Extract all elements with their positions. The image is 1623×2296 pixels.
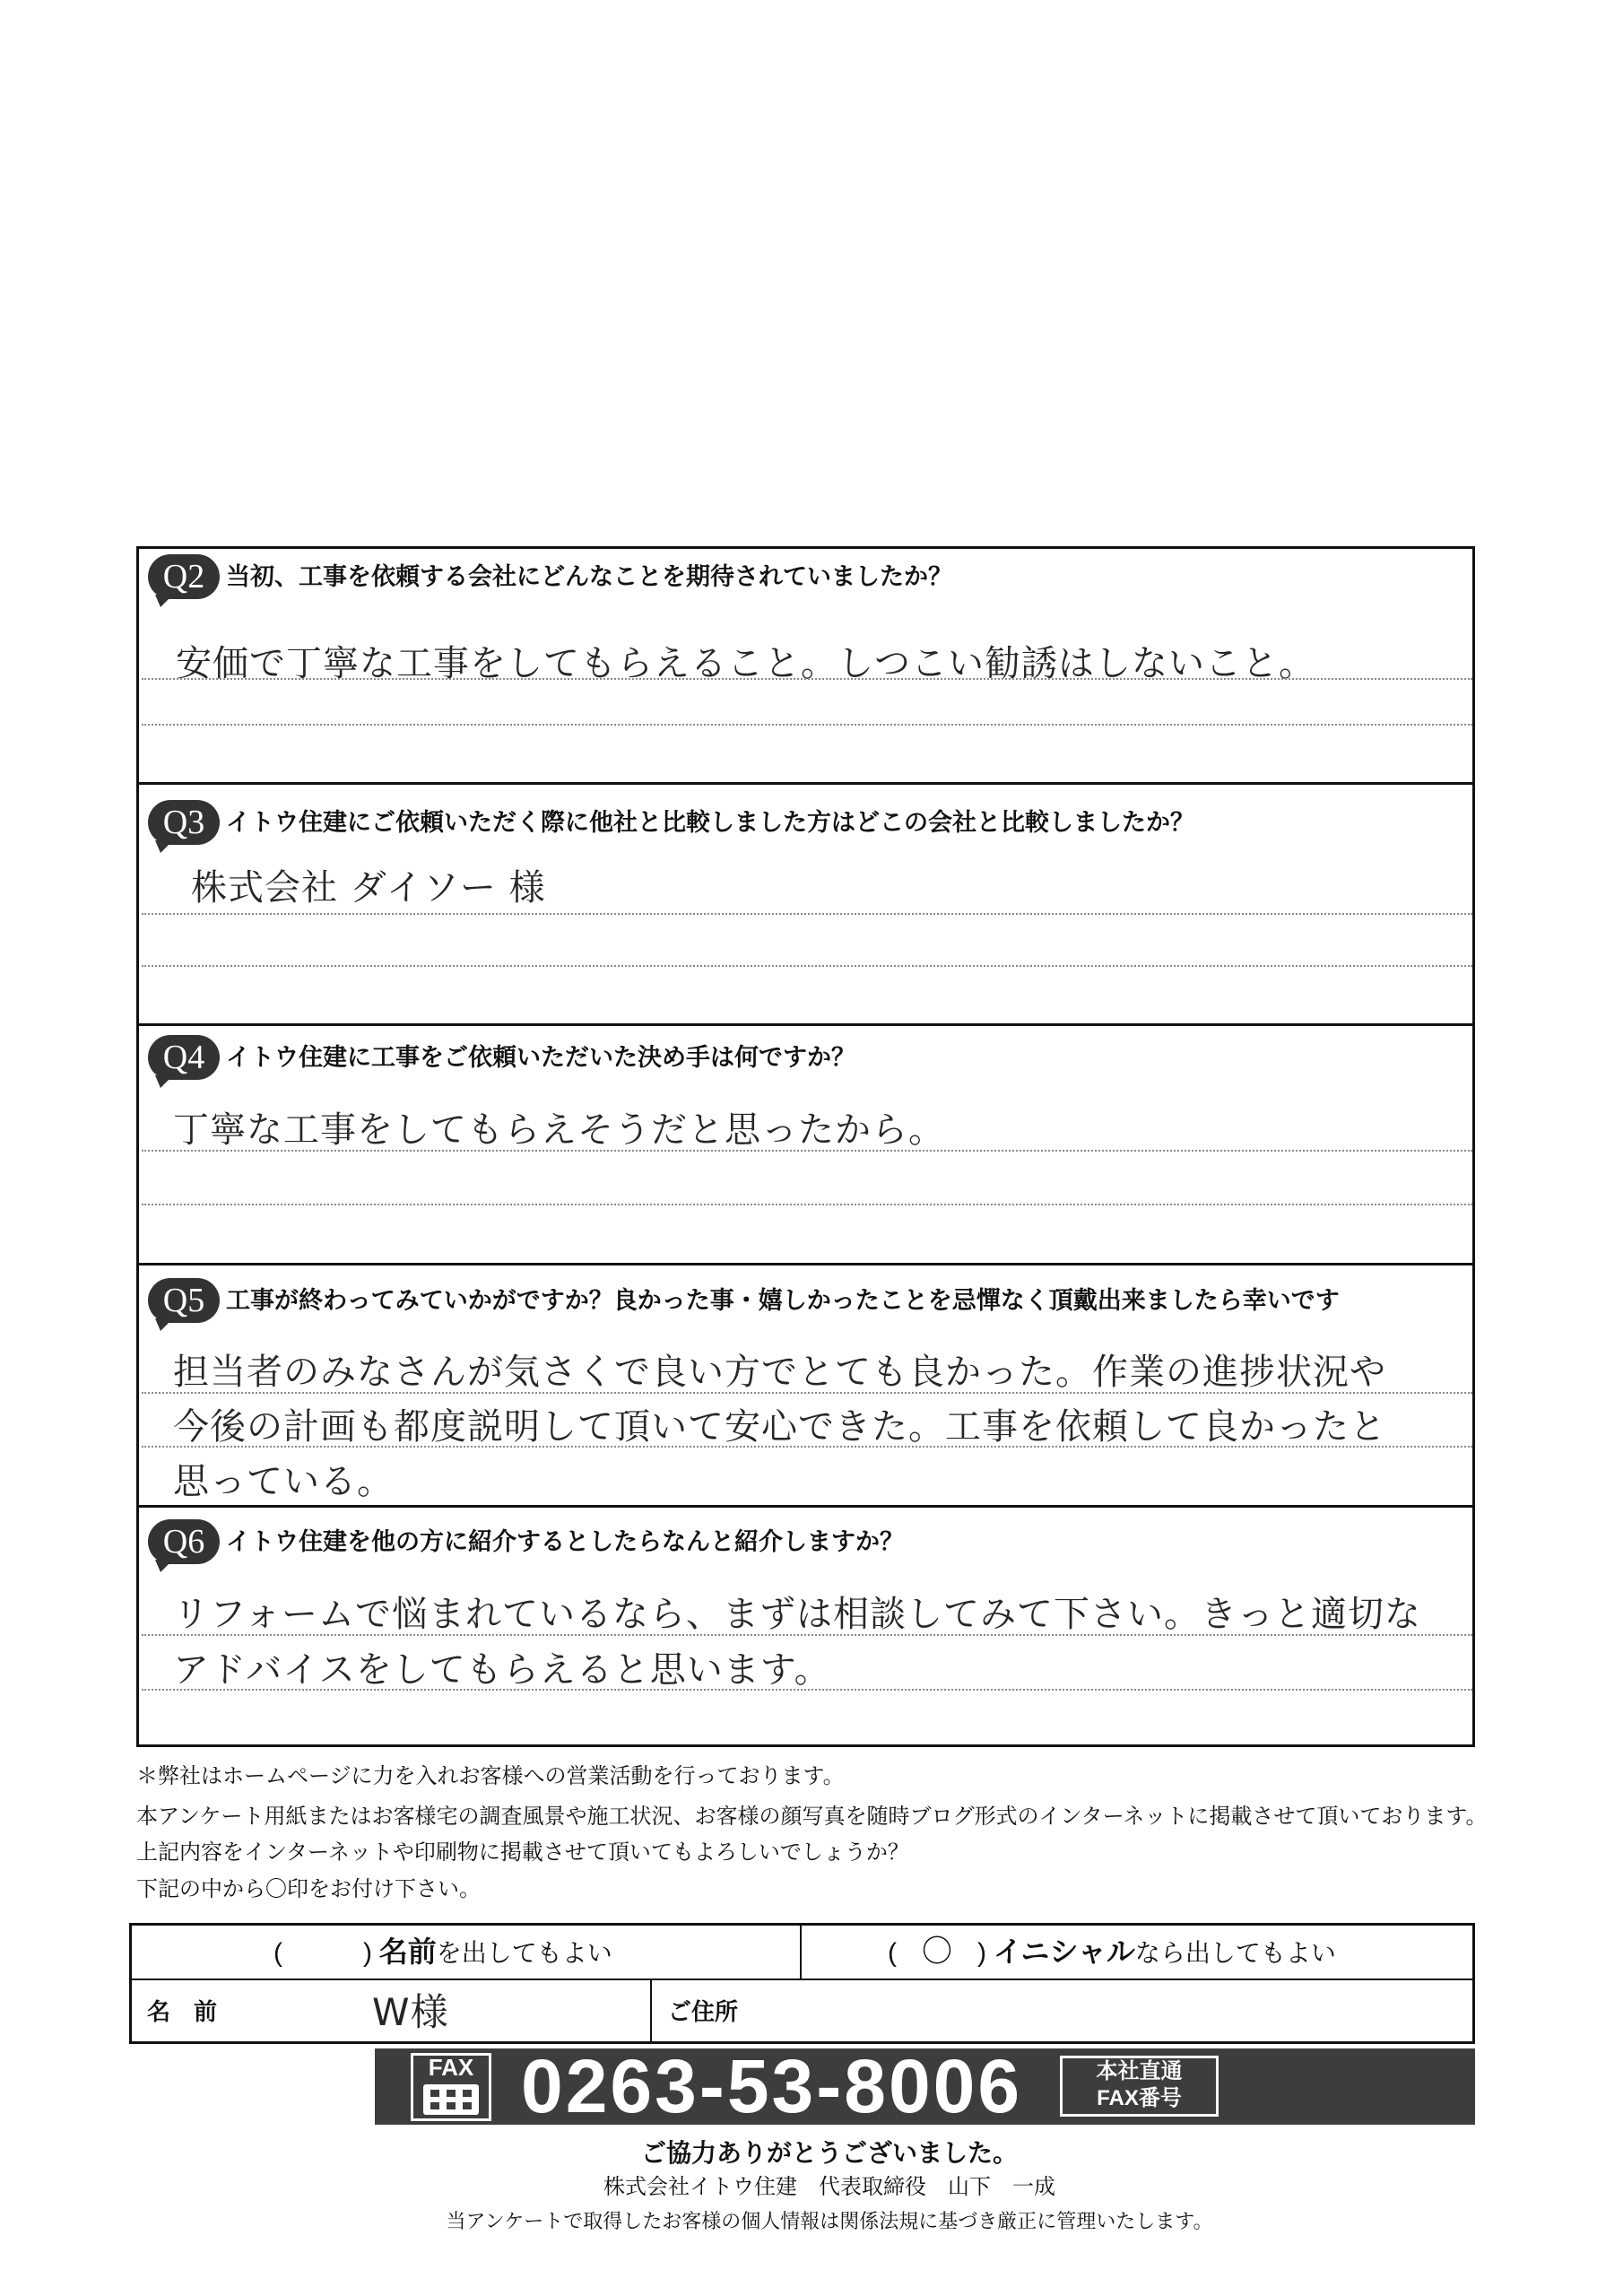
fax-tag-line2: FAX番号 [1097, 2086, 1182, 2110]
question-text-q5: 工事が終わってみていかがですか？良かった事・嬉しかったことを忌憚なく頂戴出来ましたら幸いです [226, 1287, 1340, 1314]
consent-option-bold: 名前 [378, 1935, 437, 1968]
fax-icon-label: FAX [428, 2054, 474, 2081]
handwritten-answer-q4: 丁寧な工事をしてもらえそうだと思ったから。 [173, 1109, 945, 1151]
paren-close: ) [977, 1938, 986, 1968]
handwritten-answer-q2: 安価で丁寧な工事をしてもらえること。しつこい勧誘はしないこと。 [176, 643, 1315, 684]
question-text-q2: 当初、工事を依頼する会社にどんなことを期待されていましたか？ [226, 563, 952, 590]
handwritten-answer-q5-line2: 今後の計画も都度説明して頂いて安心できた。工事を依頼して良かったと [173, 1406, 1386, 1448]
paren-open: ( [273, 1938, 282, 1968]
dotted-rule [142, 1446, 1472, 1448]
dotted-rule [142, 1634, 1472, 1636]
section-divider [136, 1505, 1475, 1508]
question-badge-q2 [148, 554, 220, 599]
dotted-rule [142, 1392, 1472, 1394]
handwritten-name: W様 [372, 1990, 449, 2034]
consent-option-bold: イニシャル [993, 1935, 1135, 1968]
privacy-notice: 当アンケートで取得したお客様の個人情報は関係法規に基づき厳正に管理いたします。 [446, 2210, 1213, 2232]
question-text-q3: イトウ住建にご依頼いただく際に他社と比較しました方はどこの会社と比較しましたか？ [226, 809, 1194, 836]
fax-number: 0263-53-8006 [521, 2044, 1023, 2128]
consent-option-initial [888, 1930, 1336, 1973]
question-label: Q4 [162, 1039, 205, 1076]
dotted-rule [142, 1150, 1472, 1152]
question-text-q4: イトウ住建に工事をご依頼いただいた決め手は何ですか？ [226, 1044, 855, 1071]
table-col-divider [800, 1923, 802, 1979]
table-row-divider [129, 1979, 1475, 1980]
fax-tag-line1: 本社直通 [1096, 2059, 1183, 2083]
section-divider [136, 1263, 1475, 1265]
consent-option-rest: なら出してもよい [1134, 1939, 1336, 1967]
section-divider [136, 1023, 1475, 1026]
handwritten-answer-q5-line3: 思っている。 [173, 1461, 394, 1502]
section-divider [136, 782, 1475, 785]
question-badge-q4 [148, 1035, 220, 1080]
note-line-2: 本アンケート用紙またはお客様宅の調査風景や施工状況、お客様の顔写真を随時ブログ形式のインターネットに掲載させて頂いております。 [136, 1805, 1488, 1829]
fax-tag [1060, 2056, 1219, 2117]
note-line-4: 下記の中から〇印をお付け下さい。 [136, 1877, 481, 1901]
paren-close: ) [363, 1938, 372, 1968]
note-line-3: 上記内容をインターネットや印刷物に掲載させて頂いてもよろしいでしょうか？ [136, 1840, 909, 1865]
dotted-rule [142, 678, 1472, 680]
question-badge-q6 [148, 1519, 220, 1564]
dotted-rule [142, 965, 1472, 967]
handwritten-answer-q6-line1: リフォームで悩まれているなら、まずは相談してみて下さい。きっと適切な [173, 1594, 1421, 1635]
fax-machine-icon [421, 2083, 481, 2117]
handwritten-answer-q6-line2: アドバイスをしてもらえると思います。 [173, 1649, 831, 1691]
company-signature: 株式会社イトウ住建 代表取締役 山下 一成 [603, 2175, 1055, 2199]
question-badge-q3 [148, 800, 220, 845]
dotted-rule [142, 913, 1472, 915]
name-label: 名 前 [147, 1998, 218, 2025]
handwritten-answer-q3: 株式会社 ダイソー 様 [191, 867, 546, 909]
question-label: Q5 [162, 1282, 205, 1319]
question-label: Q2 [162, 558, 205, 596]
table-col-divider [650, 1979, 652, 2044]
consent-option-name [273, 1930, 612, 1973]
dotted-rule [142, 1689, 1472, 1691]
question-label: Q3 [162, 804, 205, 841]
handwritten-answer-q5-line1: 担当者のみなさんが気さくで良い方でとても良かった。作業の進捗状況や [173, 1352, 1386, 1393]
question-text-q6: イトウ住建を他の方に紹介するとしたらなんと紹介しますか？ [226, 1528, 904, 1555]
consent-option-rest: を出してもよい [436, 1939, 612, 1967]
question-badge-q5 [148, 1278, 220, 1323]
consent-mark-circle: 〇 [922, 1935, 952, 1969]
note-line-1: ＊弊社はホームページに力を入れお客様への営業活動を行っております。 [136, 1764, 845, 1788]
question-label: Q6 [162, 1523, 205, 1561]
dotted-rule [142, 1204, 1472, 1205]
paren-open: ( [888, 1938, 897, 1968]
dotted-rule [142, 724, 1472, 726]
address-label: ご住所 [668, 1998, 739, 2025]
thanks-message: ご協力ありがとうございました。 [640, 2139, 1018, 2167]
